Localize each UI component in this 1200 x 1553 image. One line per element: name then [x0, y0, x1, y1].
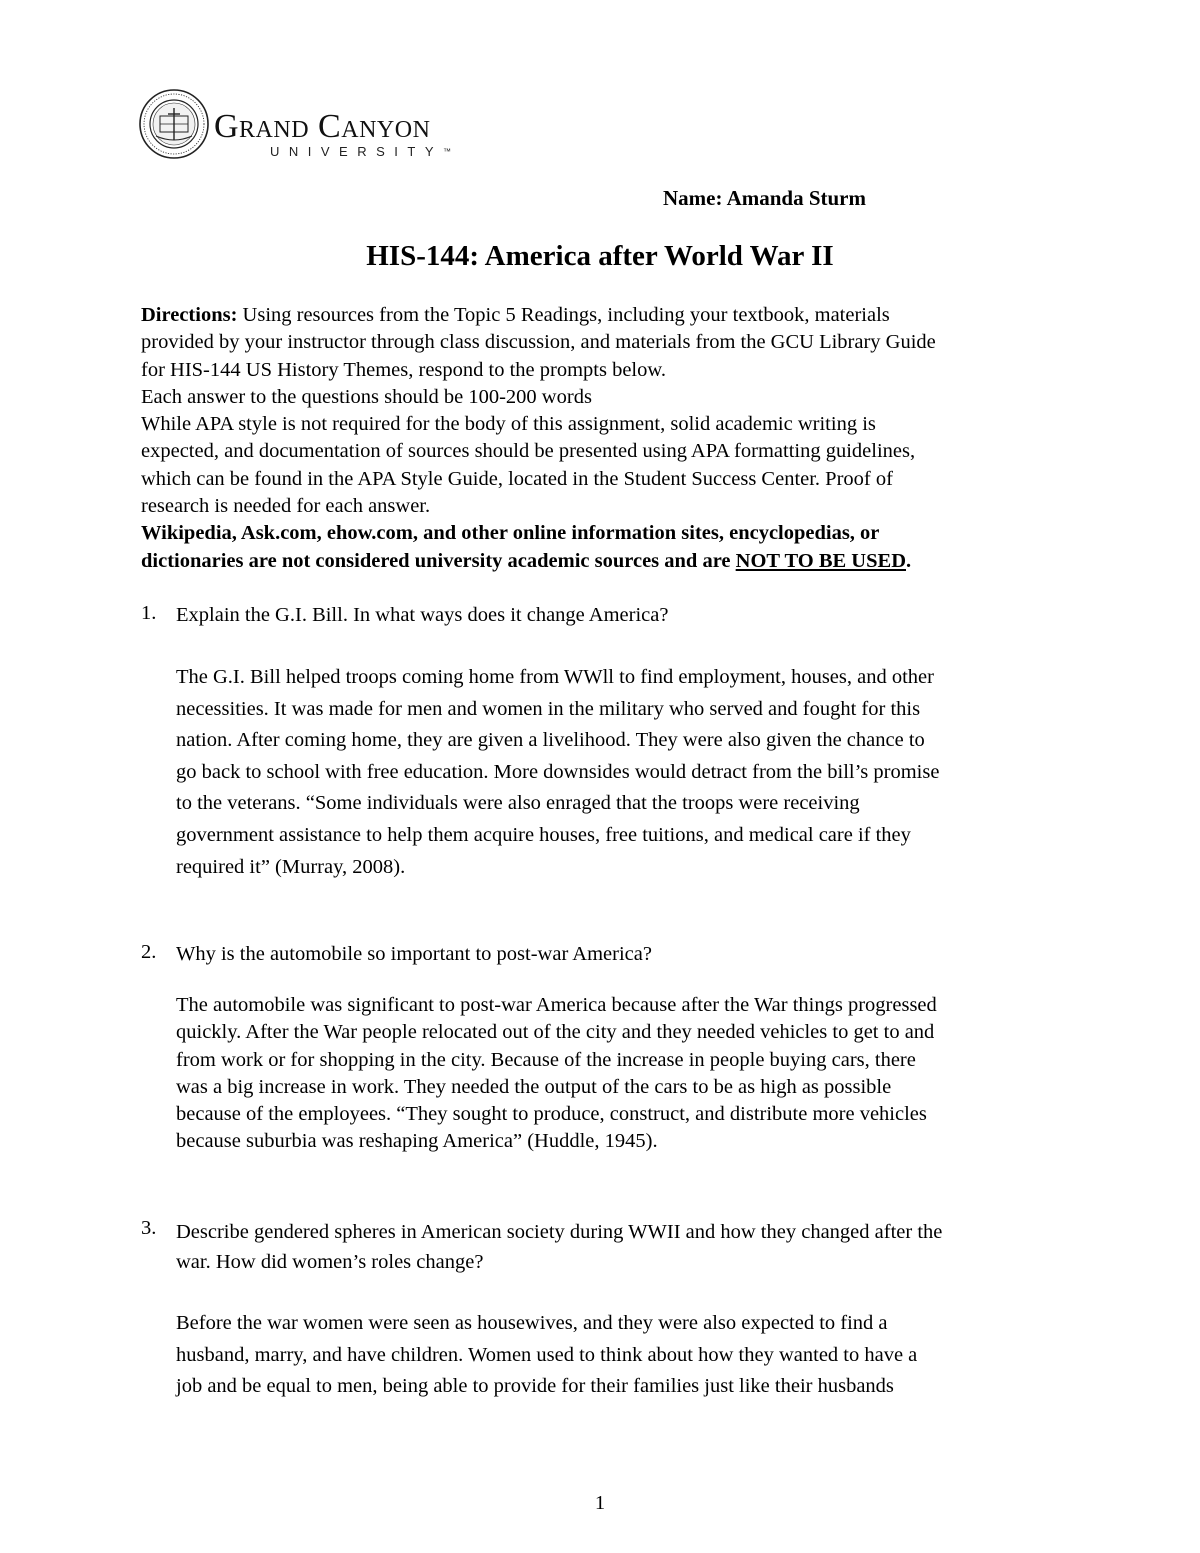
directions-line: While APA style is not required for the body of this assignment, solid academic writing is	[141, 413, 876, 436]
question-number: 1.	[141, 602, 157, 624]
question-text	[176, 1217, 942, 1277]
answer-text	[176, 992, 937, 1156]
logo-trademark: ™	[443, 147, 452, 156]
answer-line: Before the war women were seen as housewives, and they were also expected to find a	[176, 1312, 888, 1334]
directions-block	[141, 302, 936, 575]
directions-line	[141, 302, 936, 329]
logo-wordmark-bottom	[270, 144, 464, 160]
directions-line: expected, and documentation of sources should be presented using APA formatting guidelines,	[141, 440, 916, 463]
answer-line: necessities. It was made for men and women in the military who served and fought for this	[176, 697, 921, 720]
answer-line: job and be equal to men, being able to provide for their families just like their husbands	[176, 1375, 894, 1397]
logo-wordmark	[214, 110, 464, 160]
sources-warning-text: dictionaries are not considered university academic sources and are	[141, 549, 736, 572]
question-line: war. How did women’s roles change?	[176, 1251, 484, 1273]
sources-warning-period: .	[906, 549, 912, 572]
answer-line: to the veterans. “Some individuals were also enraged that the troops were receiving	[176, 792, 860, 815]
answer-line: required it” (Murray, 2008).	[176, 855, 406, 878]
question-number: 3.	[141, 1217, 157, 1239]
question-number: 2.	[141, 941, 157, 963]
university-seal-icon	[138, 88, 210, 160]
sources-warning-line: Wikipedia, Ask.com, ehow.com, and other online information sites, encyclopedias, or	[141, 522, 880, 545]
logo-university: UNIVERSITY	[270, 144, 444, 159]
answer-line: because of the employees. “They sought to produce, construct, and distribute more vehicles	[176, 1103, 927, 1126]
directions-text: Using resources from the Topic 5 Readings, including your textbook, materials	[237, 304, 890, 326]
question-text	[176, 941, 652, 968]
student-name: Name: Amanda Sturm	[663, 186, 866, 210]
answer-line: go back to school with free education. More downsides would detract from the bill’s promise	[176, 760, 940, 783]
directions-line: Each answer to the questions should be 100-200 words	[141, 385, 592, 408]
directions-line: for HIS-144 US History Themes, respond to the prompts below.	[141, 358, 666, 381]
not-to-be-used-text: NOT TO BE USED	[735, 549, 906, 572]
logo-wordmark-top: Grand Canyon	[214, 108, 431, 145]
answer-line: from work or for shopping in the city. Because of the increase in people buying cars, there	[176, 1048, 916, 1071]
directions-line: research is needed for each answer.	[141, 495, 431, 518]
sources-warning-line	[141, 548, 936, 575]
answer-line: government assistance to help them acquire houses, free tuitions, and medical care if they	[176, 823, 911, 846]
page-title: HIS-144: America after World War II	[366, 240, 834, 272]
question-line: Describe gendered spheres in American society during WWII and how they changed after the	[176, 1221, 943, 1243]
answer-text	[176, 662, 939, 883]
directions-line: which can be found in the APA Style Guide, located in the Student Success Center. Proof of	[141, 467, 893, 490]
answer-text	[176, 1308, 917, 1403]
question-line: Why is the automobile so important to post-war America?	[176, 943, 652, 965]
answer-line: was a big increase in work. They needed the output of the cars to be as high as possible	[176, 1075, 892, 1098]
question-line: Explain the G.I. Bill. In what ways does it change America?	[176, 604, 669, 626]
directions-line: provided by your instructor through class discussion, and materials from the GCU Library Guide	[141, 331, 936, 354]
answer-line: The automobile was significant to post-war America because after the War things progressed	[176, 994, 937, 1016]
answer-line: husband, marry, and have children. Women used to think about how they wanted to have a	[176, 1343, 918, 1366]
answer-line: The G.I. Bill helped troops coming home from WWll to find employment, houses, and other	[176, 666, 934, 688]
directions-label: Directions:	[141, 304, 238, 326]
university-logo	[138, 88, 468, 162]
page-number: 1	[594, 1492, 606, 1514]
answer-line: nation. After coming home, they are given a livelihood. They were also given the chance to	[176, 729, 925, 752]
answer-line: because suburbia was reshaping America” (Huddle, 1945).	[176, 1130, 658, 1153]
answer-line: quickly. After the War people relocated out of the city and they needed vehicles to get to and	[176, 1021, 935, 1044]
question-text	[176, 602, 668, 629]
